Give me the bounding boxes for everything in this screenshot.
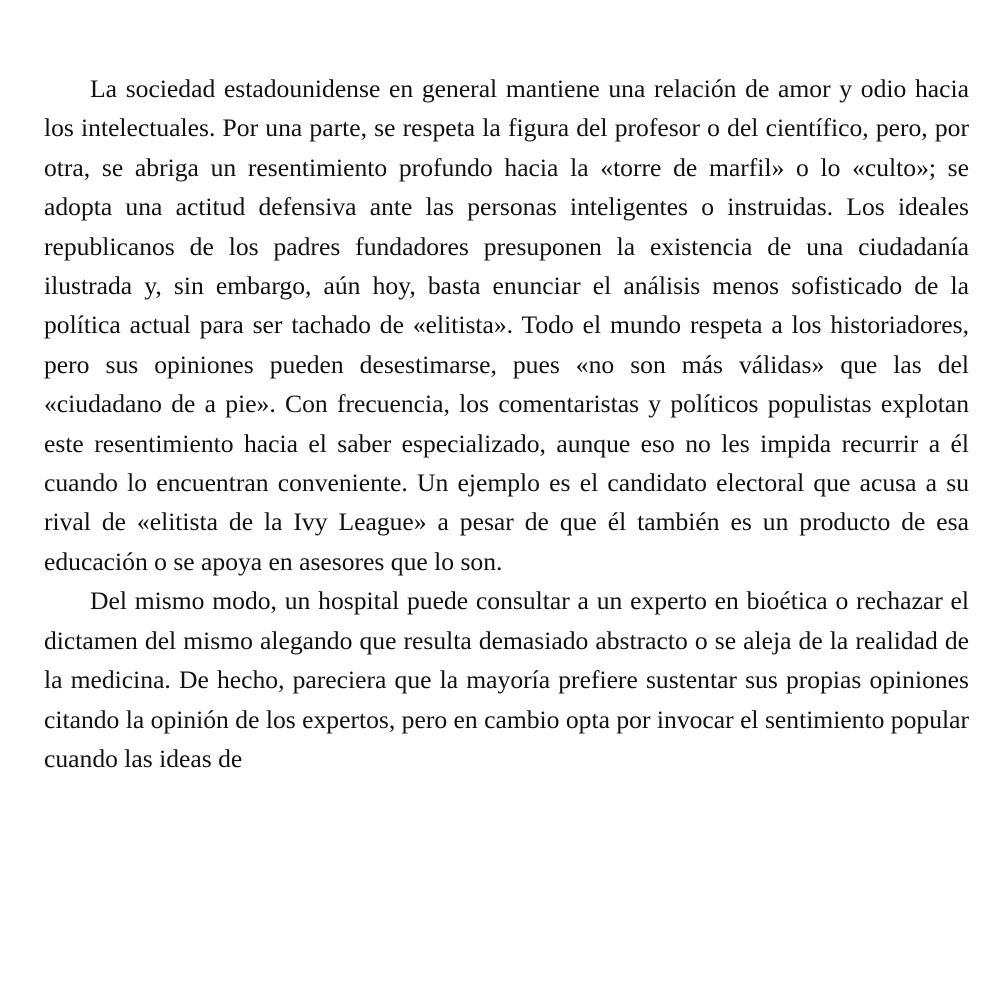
document-page [44,69,969,778]
paragraph-1: La sociedad estadounidense en general mantiene una relación de amor y odio hacia los intelectuales. Por una parte, se respeta la figura del profesor o del científico, pero, por otra, se abriga un resentimiento profundo hacia la «torre de marfil» o lo «culto»; se adopta una actitud defensiva ante las personas inteligentes o instruidas. Los ideales republicanos de los padres fundadores presuponen la existencia de una ciudadanía ilustrada y, sin embargo, aún hoy, basta enunciar el análisis menos sofisticado de la política actual para ser tachado de «elitista». Todo el mundo respeta a los historiadores, pero sus opiniones pueden desestimarse, pues «no son más válidas» que las del «ciudadano de a pie». Con frecuencia, los comentaristas y políticos populistas explotan este resentimiento hacia el saber especializado, aunque eso no les impida recurrir a él cuando lo encuentran conveniente. Un ejemplo es el candidato electoral que acusa a su rival de «elitista de la Ivy League» a pesar de que él también es un producto de esa educación o se apoya en asesores que lo son. [44,74,969,576]
paragraph-2: Del mismo modo, un hospital puede consultar a un experto en bioética o rechazar el dictamen del mismo alegando que resulta demasiado abstracto o se aleja de la realidad de la medicina. De hecho, pareciera que la mayoría prefiere sustentar sus propias opiniones citando la opinión de los expertos, pero en cambio opta por invocar el sentimiento popular cuando las ideas de [44,586,969,773]
